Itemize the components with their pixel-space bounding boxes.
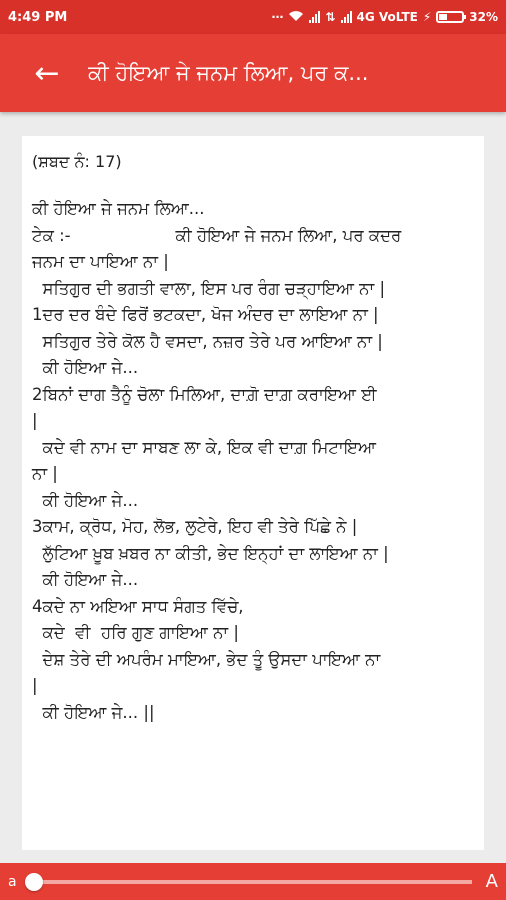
network-label: 4G VoLTE [356,10,418,24]
slider-thumb[interactable] [25,873,43,891]
font-small-label: a [8,873,17,890]
status-time: 4:49 PM [8,9,68,25]
lyric-line: ਦੇਸ਼ ਤੇਰੇ ਦੀ ਅਪਰੰਮ ਮਾਇਆ, ਭੇਦ ਤੂੰ ਉਸਦਾ ਪਾਇਆ ਨਾ [32,649,381,669]
lyric-line: ਕੀ ਹੋਇਆ ਜੇ... [32,490,139,510]
silent-icon: ⋯ [271,10,284,24]
lyric-line: ਟੇਕ :- ਕੀ ਹੋਇਆ ਜੇ ਜਨਮ ਲਿਆ, ਪਰ ਕਦਰ [32,225,402,245]
lyric-line: 2ਬਿਨਾਂ ਦਾਗ ਤੈਨੂੰ ਚੋਲਾ ਮਿਲਿਆ, ਦਾਗ਼ੋ ਦਾਗ਼ ਕਰਾਇਆ ਈ [32,384,377,404]
lyric-line: ਕੀ ਹੋਇਆ ਜੇ... [32,358,139,377]
lyric-line: ਸਤਿਗੁਰ ਦੀ ਭਗਤੀ ਵਾਲਾ, ਇਸ ਪਰ ਰੰਗ ਚੜ੍ਹਾਇਆ ਨਾ | [32,278,386,298]
lyric-line: ਲੁੱਟਿਆ ਖ਼ੂਬ ਖ਼ਬਰ ਨਾ ਕੀਤੀ, ਭੇਦ ਇਨ੍ਹਾਂ ਦਾ ਲਾਇਆ ਨਾ | [32,543,389,563]
lyric-line: | [32,676,38,695]
lyric-line: 3ਕਾਮ, ਕ੍ਰੋਧ, ਮੋਹ, ਲੋਭ, ਲੁਟੇਰੇ, ਇਹ ਵੀ ਤੇਰੇ ਪਿੱਛੇ ਨੇ | [32,517,358,536]
lyric-line: ਨਾ | [32,464,58,483]
lyric-line: | [32,411,38,430]
lyric-line: 1ਦਰ ਦਰ ਬੰਦੇ ਫਿਰੋਂ ਭਟਕਦਾ, ਖੋਜ ਅੰਦਰ ਦਾ ਲਾਇਆ ਨਾ | [32,305,379,324]
font-size-slider[interactable] [34,880,472,884]
charging-icon: ⚡ [422,10,432,24]
battery-icon [436,11,464,23]
font-size-bar [0,863,506,900]
lyric-line: ਕਦੇ ਵੀ ਹਰਿ ਗੁਣ ਗਾਇਆ ਨਾ | [32,623,239,642]
shabad-card [22,136,484,850]
app-bar [0,34,506,112]
lyric-line: ਜਨਮ ਦਾ ਪਾਇਆ ਨਾ | [32,252,169,271]
signal-icon [309,11,320,23]
signal-icon [341,11,352,23]
lyric-line: ਕੀ ਹੋਇਆ ਜੇ ਜਨਮ ਲਿਆ... [32,199,205,218]
lyric-line: ਕੀ ਹੋਇਆ ਜੇ... || [32,702,155,722]
lyric-line: 4ਕਦੇ ਨਾ ਅਇਆ ਸਾਧ ਸੰਗਤ ਵਿੱਚੇ, [32,596,244,616]
lyric-line: ਕਦੇ ਵੀ ਨਾਮ ਦਾ ਸਾਬਣ ਲਾ ਕੇ, ਇਕ ਵੀ ਦਾਗ਼ ਮਿਟਾਇਆ [32,437,376,457]
status-bar [0,0,506,34]
wifi-icon [288,10,304,25]
battery-percent: 32% [469,10,498,24]
lyrics-text [32,196,474,726]
lyric-line: ਕੀ ਹੋਇਆ ਜੇ... [32,570,139,589]
lyric-line: ਸਤਿਗੁਰ ਤੇਰੇ ਕੋਲ ਹੈ ਵਸਦਾ, ਨਜ਼ਰ ਤੇਰੇ ਪਰ ਆਇਆ ਨਾ | [32,331,383,351]
shabad-number: (ਸ਼ਬਦ ਨੰ: 17) [32,152,122,171]
data-arrows-icon: ⇅ [325,10,336,24]
status-icons [271,10,498,25]
page-title: ਕੀ ਹੋਇਆ ਜੇ ਜਨਮ ਲਿਆ, ਪਰ ਕ... [88,60,369,85]
back-arrow-icon[interactable]: ← [34,55,60,91]
font-large-label: A [485,871,498,892]
